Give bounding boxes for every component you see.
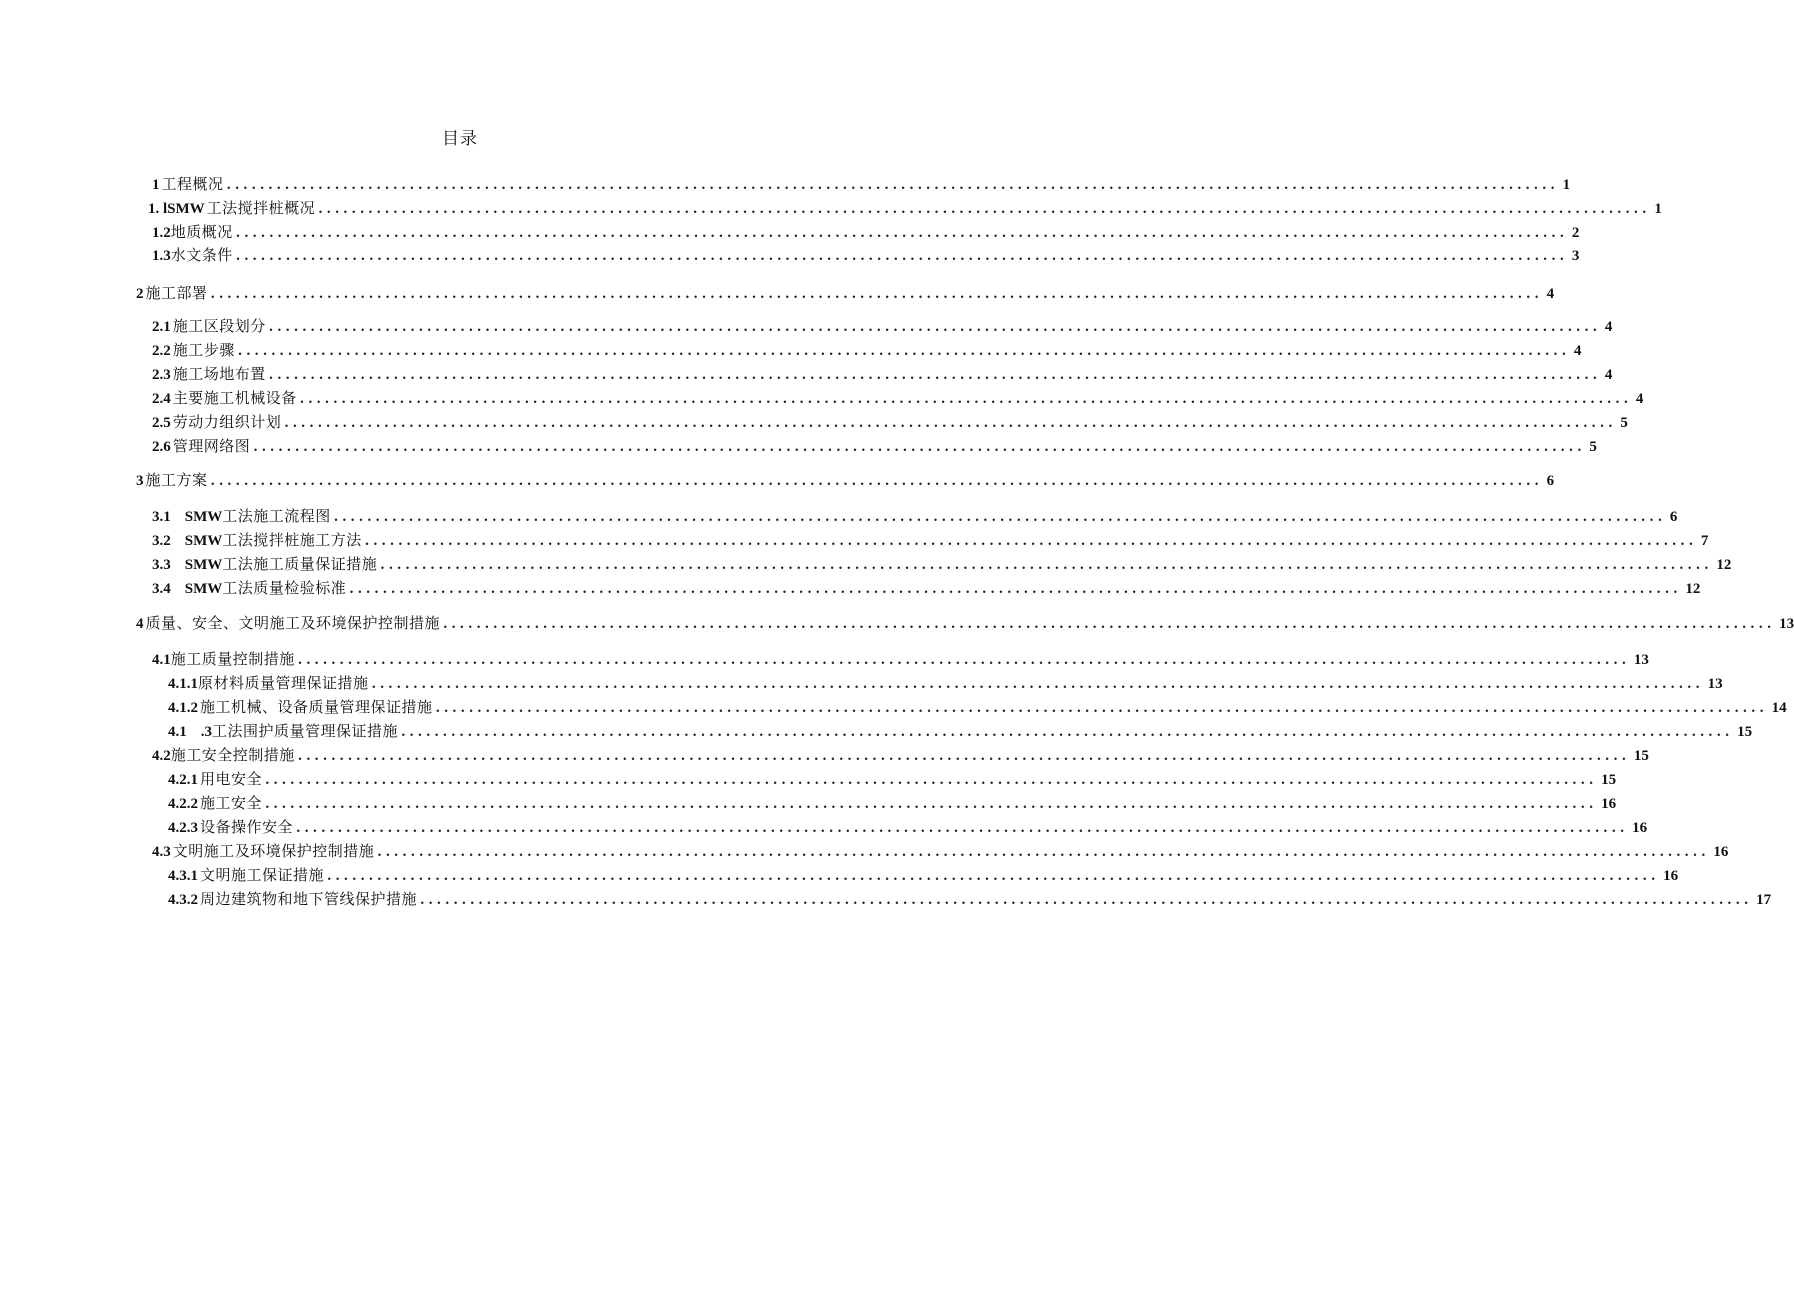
toc-leader-dots: ................................................................................................................................................................ <box>210 287 1543 302</box>
toc-entry-page: 6 <box>1669 509 1678 525</box>
toc-entry-page: 12 <box>1685 581 1701 597</box>
toc-entry-number: 2.5 <box>152 415 171 431</box>
toc-entry-number: 3.1 <box>152 509 171 525</box>
toc-entry-page: 1 <box>1562 177 1571 193</box>
toc-entry-number: 1 <box>152 177 160 193</box>
toc-entry-number: 3.4 <box>152 581 171 597</box>
toc-entry[interactable] <box>152 435 1597 457</box>
toc-entry-label: 劳动力组织计划 <box>172 413 282 431</box>
toc-entry-page: 4 <box>1546 286 1555 302</box>
toc-entry[interactable] <box>148 197 1662 219</box>
toc-entry-page: 13 <box>1707 676 1723 692</box>
toc-entry-prefix: SMW <box>184 581 223 597</box>
toc-entry-label: 工法质量检验标准 <box>222 579 347 597</box>
toc-entry-label: 主要施工机械设备 <box>172 389 297 407</box>
toc-entry-page: 14 <box>1771 700 1787 716</box>
toc-entry[interactable] <box>168 672 1723 694</box>
toc-entry-number: 4.1 <box>152 652 171 668</box>
toc-entry-page: 4 <box>1573 343 1582 359</box>
toc-leader-dots: ................................................................................................................................................................ <box>327 869 1660 884</box>
toc-leader-dots: ................................................................................................................................................................ <box>296 821 1629 836</box>
toc-entry-page: 13 <box>1633 652 1649 668</box>
toc-entry[interactable] <box>152 339 1582 361</box>
toc-entry[interactable] <box>168 720 1753 742</box>
toc-leader-dots: ................................................................................................................................................................ <box>371 677 1704 692</box>
toc-entry-page: 4 <box>1635 391 1644 407</box>
toc-entry-number: 4.2.1 <box>168 772 198 788</box>
toc-leader-dots: ................................................................................................................................................................ <box>268 320 1601 335</box>
toc-leader-dots: ................................................................................................................................................................ <box>443 617 1776 632</box>
toc-entry-label: 施工安全控制措施 <box>170 746 295 764</box>
toc-entry-label: 工法施工流程图 <box>222 507 331 525</box>
toc-entry[interactable] <box>136 469 1555 491</box>
toc-entry-page: 6 <box>1546 473 1555 489</box>
toc-entry-number: 4.2 <box>152 748 171 764</box>
toc-entry-number: 2.4 <box>152 391 171 407</box>
toc-entry-page: 16 <box>1713 844 1729 860</box>
toc-entry-page: 15 <box>1737 724 1753 740</box>
toc-entry-label: 施工机械、设备质量管理保证措施 <box>200 698 433 716</box>
toc-entry[interactable] <box>168 768 1617 790</box>
toc-entry-number: 2.3 <box>152 367 171 383</box>
toc-entry-number: 2 <box>136 286 144 302</box>
toc-entry-prefix: SMW <box>184 509 223 525</box>
toc-entry-prefix: SMW <box>184 533 223 549</box>
toc-entry[interactable] <box>152 840 1729 862</box>
toc-entry-number: 2.2 <box>152 343 171 359</box>
toc-entry[interactable] <box>152 244 1580 266</box>
toc-entry-label: 施工步骤 <box>172 341 235 359</box>
toc-entry-number: 1.3 <box>152 248 171 264</box>
toc-leader-dots: ................................................................................................................................................................ <box>226 178 1559 193</box>
toc-entry-number: 4.3.1 <box>168 868 198 884</box>
toc-entry-label: 施工安全 <box>200 794 263 812</box>
toc-leader-dots: ................................................................................................................................................................ <box>297 749 1630 764</box>
toc-entry-number: 4.1.1 <box>168 676 198 692</box>
toc-entry[interactable] <box>136 612 1794 634</box>
toc-entry-page: 16 <box>1632 820 1648 836</box>
toc-entry-number: 3.3 <box>152 557 171 573</box>
toc-entry-page: 15 <box>1633 748 1649 764</box>
toc-entry[interactable] <box>152 553 1732 575</box>
toc-entry[interactable] <box>152 411 1628 433</box>
toc-entry-number: 4 <box>136 616 144 632</box>
toc-leader-dots: ................................................................................................................................................................ <box>265 797 1598 812</box>
toc-leader-dots: ................................................................................................................................................................ <box>318 202 1651 217</box>
toc-leader-dots: ................................................................................................................................................................ <box>349 582 1682 597</box>
toc-entry-label: 用电安全 <box>200 770 263 788</box>
toc-leader-dots: ................................................................................................................................................................ <box>401 725 1734 740</box>
toc-entry-number: 4.1 <box>168 724 187 740</box>
toc-entry[interactable] <box>168 816 1648 838</box>
toc-entry-label: 工法施工质量保证措施 <box>222 555 378 573</box>
toc-entry-label: 水文条件 <box>170 246 233 264</box>
toc-entry-label: 工法搅拌桩施工方法 <box>222 531 362 549</box>
toc-entry-page: 13 <box>1779 616 1794 632</box>
toc-entry-label: 文明施工及环境保护控制措施 <box>172 842 375 860</box>
toc-entry-page: 12 <box>1716 557 1732 573</box>
toc-entry-label: 文明施工保证措施 <box>200 866 325 884</box>
toc-leader-dots: ................................................................................................................................................................ <box>364 534 1697 549</box>
toc-entry-number: 4.3.2 <box>168 892 198 908</box>
toc-entry-page: 15 <box>1601 772 1617 788</box>
toc-entry-page: 16 <box>1601 796 1617 812</box>
toc-leader-dots: ................................................................................................................................................................ <box>380 558 1713 573</box>
toc-entry[interactable] <box>168 792 1617 814</box>
toc-entry-label: 工法搅拌桩概况 <box>206 199 316 217</box>
toc-leader-dots: ................................................................................................................................................................ <box>420 893 1753 908</box>
page-title: 目录 <box>442 129 478 149</box>
toc-entry-page: 2 <box>1571 225 1580 241</box>
toc-entry-label: 施工方案 <box>145 471 208 489</box>
toc-entry[interactable] <box>152 173 1571 195</box>
toc-entry-number: 4.3 <box>152 844 171 860</box>
toc-entry-label: 施工场地布置 <box>172 365 266 383</box>
toc-entry-label: 管理网络图 <box>172 437 251 455</box>
toc-leader-dots: ................................................................................................................................................................ <box>377 845 1710 860</box>
toc-entry-number: 3.2 <box>152 533 171 549</box>
toc-entry-page: 5 <box>1589 439 1597 455</box>
toc-entry-label: 周边建筑物和地下管线保护措施 <box>200 890 418 908</box>
toc-entry-number: 2.1 <box>152 319 171 335</box>
toc-entry-prefix: .3 <box>200 724 212 740</box>
toc-entry-number: 1.2 <box>152 225 171 241</box>
toc-entry-page: 3 <box>1571 248 1580 264</box>
toc-entry-label: 设备操作安全 <box>200 818 294 836</box>
toc-entry-label: 原材料质量管理保证措施 <box>198 674 369 692</box>
toc-entry[interactable] <box>152 315 1613 337</box>
toc-entry-label: 工程概况 <box>161 175 224 193</box>
toc-entry-label: 施工部署 <box>145 284 208 302</box>
toc-entry[interactable] <box>152 744 1649 766</box>
toc-entry[interactable] <box>168 696 1787 718</box>
toc-entry[interactable] <box>136 282 1555 304</box>
toc-entry-page: 1 <box>1654 201 1662 217</box>
toc-leader-dots: ................................................................................................................................................................ <box>237 344 1570 359</box>
toc-leader-dots: ................................................................................................................................................................ <box>265 773 1598 788</box>
toc-entry[interactable] <box>152 529 1709 551</box>
toc-entry[interactable] <box>168 888 1772 910</box>
toc-entry-label: 质量、安全、文明施工及环境保护控制措施 <box>145 614 441 632</box>
toc-entry-page: 5 <box>1620 415 1628 431</box>
toc-entry-label: 地质概况 <box>170 223 233 241</box>
toc-entry-page: 4 <box>1604 319 1613 335</box>
toc-leader-dots: ................................................................................................................................................................ <box>284 416 1617 431</box>
toc-entry-number: 2.6 <box>152 439 171 455</box>
toc-entry-number: 4.1.2 <box>168 700 198 716</box>
toc-entry-label: 施工质量控制措施 <box>170 650 295 668</box>
toc-entry-number: 3 <box>136 473 144 489</box>
toc-entry[interactable] <box>168 864 1679 886</box>
toc-entry-page: 4 <box>1604 367 1613 383</box>
toc-leader-dots: ................................................................................................................................................................ <box>235 249 1568 264</box>
toc-entry[interactable] <box>152 221 1580 243</box>
toc-leader-dots: ................................................................................................................................................................ <box>333 510 1666 525</box>
toc-leader-dots: ................................................................................................................................................................ <box>435 701 1768 716</box>
toc-leader-dots: ................................................................................................................................................................ <box>253 440 1586 455</box>
toc-entry-number: 1. lSMW <box>148 201 205 217</box>
toc-entry-page: 7 <box>1700 533 1709 549</box>
toc-leader-dots: ................................................................................................................................................................ <box>299 392 1632 407</box>
toc-entry[interactable] <box>152 387 1644 409</box>
toc-entry[interactable] <box>152 363 1613 385</box>
toc-entry[interactable] <box>152 505 1678 527</box>
toc-leader-dots: ................................................................................................................................................................ <box>210 474 1543 489</box>
toc-leader-dots: ................................................................................................................................................................ <box>268 368 1601 383</box>
toc-entry-page: 17 <box>1756 892 1772 908</box>
toc-entry-number: 4.2.2 <box>168 796 198 812</box>
toc-entry[interactable] <box>152 648 1649 670</box>
toc-entry-prefix: SMW <box>184 557 223 573</box>
toc-entry[interactable] <box>152 577 1701 599</box>
toc-entry-number: 4.2.3 <box>168 820 198 836</box>
toc-entry-label: 施工区段划分 <box>172 317 266 335</box>
toc-entry-page: 16 <box>1663 868 1679 884</box>
toc-leader-dots: ................................................................................................................................................................ <box>297 653 1630 668</box>
toc-entry-label: 工法围护质量管理保证措施 <box>212 722 399 740</box>
toc-leader-dots: ................................................................................................................................................................ <box>235 226 1568 241</box>
